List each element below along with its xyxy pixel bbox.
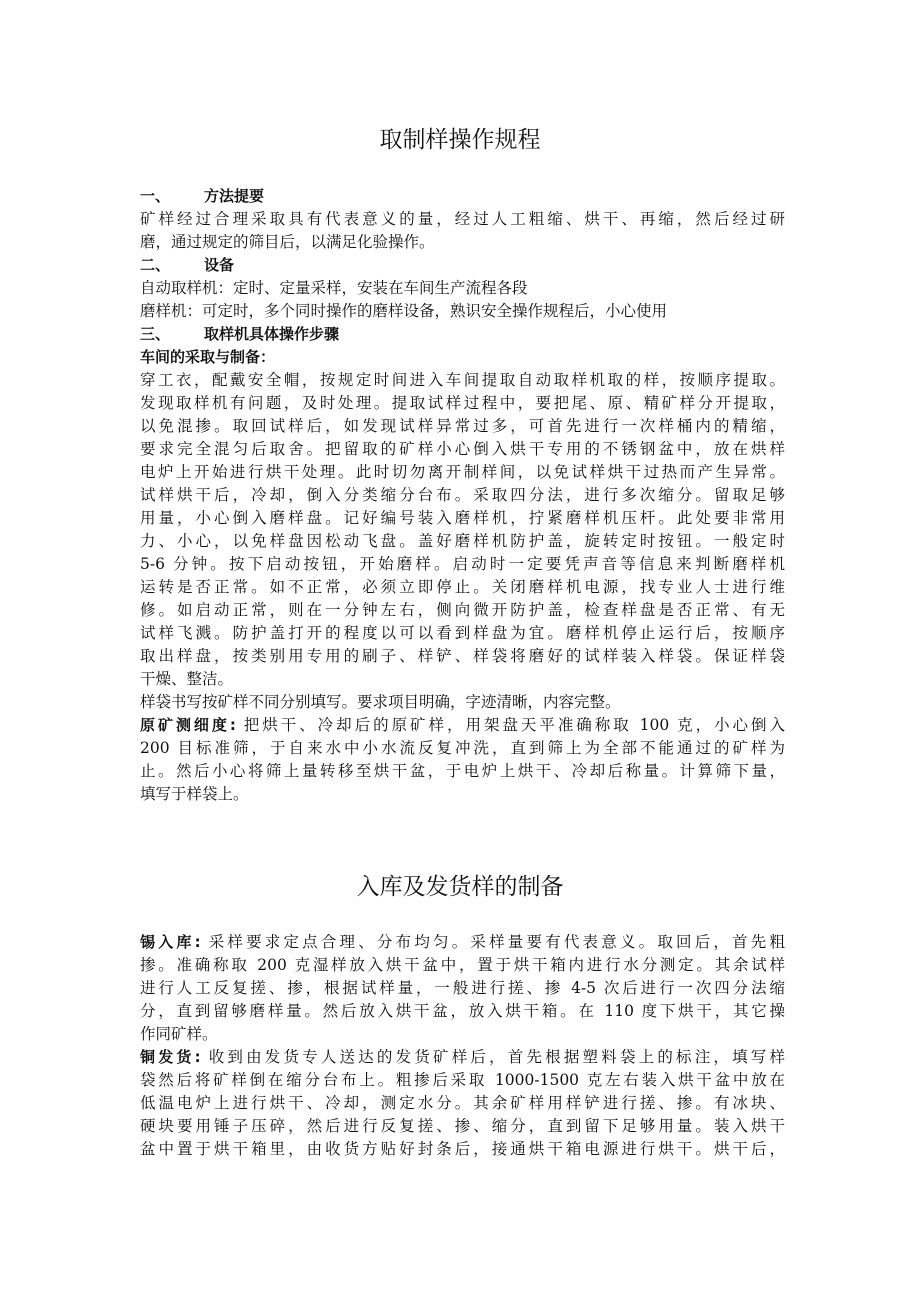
text-line: 盆中置于烘干箱里，由收货方贴好封条后，接通烘干箱电源进行烘干。烘干后， [140, 1140, 785, 1158]
section-block-2 [140, 931, 785, 1161]
text-line: 填写于样袋上。 [140, 785, 249, 803]
text-line: 以免混掺。取回试样后，如发现试样异常过多，可首先进行一次样桶内的精缩， [140, 417, 785, 435]
text-line: 掺。准确称取 200 克湿样放入烘干盆中，置于烘干箱内进行水分测定。其余试样 [140, 956, 785, 974]
text-line: 进行人工反复搓、掺，根据试样量，一般进行搓、掺 4-5 次后进行一次四分法缩 [140, 979, 785, 997]
document-title: 取制样操作规程 [379, 127, 541, 153]
paragraph-label: 原矿测细度: [140, 716, 236, 734]
text-line: 试样飞溅。防护盖打开的程度以可以看到样盘为宜。磨样机停止运行后，按顺序 [140, 624, 785, 642]
text-line: 磨样机：可定时，多个同时操作的磨样设备，熟识安全操作规程后，小心使用 [140, 302, 668, 320]
text-line: 5-6 分钟。按下启动按钮，开始磨样。启动时一定要凭声音等信息来判断磨样机 [140, 555, 785, 573]
text-line: 锡入库: 采样要求定点合理、分布均匀。采样量要有代表意义。取回后，首先粗 [140, 933, 785, 951]
text-line: 矿样经过合理采取具有代表意义的量，经过人工粗缩、烘干、再缩，然后经过研 [140, 210, 785, 228]
text-line: 运转是否正常。如不正常，必须立即停止。关闭磨样机电源，找专业人士进行维 [140, 578, 785, 596]
text-line: 作同矿样。 [140, 1025, 218, 1043]
text-line: 发现取样机有问题，及时处理。提取试样过程中，要把尾、原、精矿样分开提取， [140, 394, 785, 412]
text-line: 分，直到留够磨样量。然后放入烘干盆，放入烘干箱。在 110 度下烘干，其它操 [140, 1002, 785, 1020]
section-title-2: 入库及发货样的制备 [356, 874, 564, 900]
text-line: 原矿测细度: 把烘干、冷却后的原矿样，用架盘天平准确称取 100 克，小心倒入 [140, 716, 785, 734]
section-heading-2: 二、 设备 [140, 256, 235, 274]
section-heading-3: 三、 取样机具体操作步骤 [140, 325, 340, 343]
text-line: 修。如启动正常，则在一分钟左右，侧向微开防护盖，检查样盘是否正常、有无 [140, 601, 785, 619]
text-line: 样袋书写按矿样不同分别填写。要求项目明确，字迹清晰，内容完整。 [140, 693, 621, 711]
text-line: 自动取样机：定时、定量采样，安装在车间生产流程各段 [140, 279, 528, 297]
paragraph-label: 锡入库: [140, 933, 201, 951]
text-line: 袋然后将矿样倒在缩分台布上。粗掺后采取 1000-1500 克左右装入烘干盆中放在 [140, 1071, 785, 1089]
text-line: 铜发货: 收到由发货专人送达的发货矿样后，首先根据塑料袋上的标注，填写样 [140, 1048, 785, 1066]
section-heading-1: 一、 方法提要 [140, 187, 265, 205]
subheading: 车间的采取与制备： [140, 348, 276, 366]
text-line: 硬块要用锤子压碎，然后进行反复搓、掺、缩分，直到留下足够用量。装入烘干 [140, 1117, 785, 1135]
text-line: 电炉上开始进行烘干处理。此时切勿离开制样间，以免试样烘干过热而产生异常。 [140, 463, 785, 481]
text-line: 穿工衣，配戴安全帽，按规定时间进入车间提取自动取样机取的样，按顺序提取。 [140, 371, 785, 389]
text-line: 止。然后小心将筛上量转移至烘干盆，于电炉上烘干、冷却后称量。计算筛下量， [140, 762, 785, 780]
section-block-1 [140, 185, 785, 806]
text-line: 取出样盘，按类别用专用的刷子、样铲、样袋将磨好的试样装入样袋。保证样袋 [140, 647, 785, 665]
text-line: 要求完全混匀后取舍。把留取的矿样小心倒入烘干专用的不锈钢盆中，放在烘样 [140, 440, 785, 458]
text-line: 用量，小心倒入磨样盘。记好编号装入磨样机，拧紧磨样机压杆。此处要非常用 [140, 509, 785, 527]
text-line: 低温电炉上进行烘干、冷却，测定水分。其余矿样用样铲进行搓、掺。有冰块、 [140, 1094, 785, 1112]
text-line: 试样烘干后，冷却，倒入分类缩分台布。采取四分法，进行多次缩分。留取足够 [140, 486, 785, 504]
paragraph-label: 铜发货: [140, 1048, 201, 1066]
text-line: 磨，通过规定的筛目后，以满足化验操作。 [140, 233, 435, 251]
text-line: 干燥、整洁。 [140, 670, 234, 688]
text-line: 200 目标准筛，于自来水中小水流反复冲洗，直到筛上为全部不能通过的矿样为 [140, 739, 785, 757]
text-line: 力、小心，以免样盘因松动飞盘。盖好磨样机防护盖，旋转定时按钮。一般定时 [140, 532, 785, 550]
